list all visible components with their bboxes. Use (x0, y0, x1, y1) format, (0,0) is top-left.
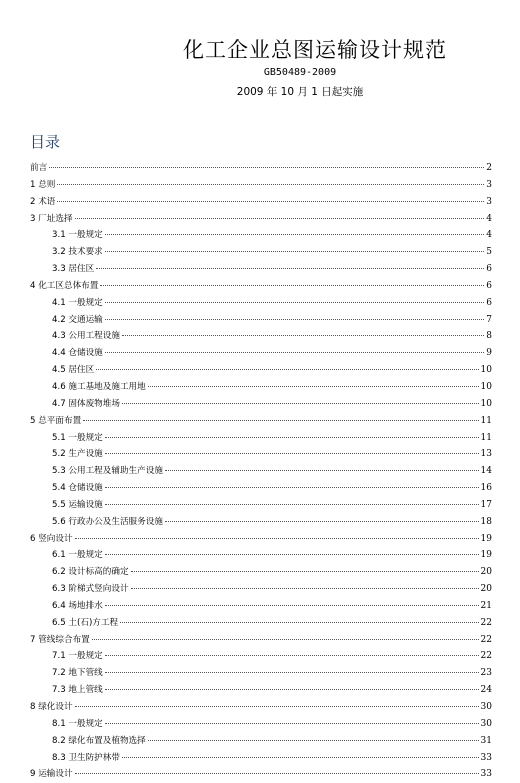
toc-entry-label: 8.2 绿化布置及植物选择 (52, 735, 146, 746)
toc-entry[interactable] (30, 750, 492, 767)
dot-leader (122, 335, 484, 336)
toc-entry[interactable] (30, 244, 492, 261)
toc-entry-page-number: 10 (480, 398, 492, 409)
dot-leader (148, 740, 479, 741)
toc-entry-label: 7.1 一般规定 (52, 651, 103, 662)
dot-leader (120, 622, 478, 623)
toc-entry-page-number: 20 (480, 584, 492, 595)
toc-entry[interactable] (30, 598, 492, 615)
toc-entry-label: 5.4 仓储设施 (52, 483, 103, 494)
toc-entry-label: 6.5 土(石)方工程 (52, 617, 119, 628)
toc-entry-label: 5 总平面布置 (30, 415, 82, 426)
toc-entry[interactable] (30, 514, 492, 531)
toc-entry-page-number: 19 (480, 533, 492, 544)
dot-leader (105, 234, 484, 235)
toc-entry-label: 5.2 生产设施 (52, 449, 103, 460)
toc-entry[interactable] (30, 699, 492, 716)
toc-entry-page-number: 23 (480, 668, 492, 679)
dot-leader (105, 437, 479, 438)
dot-leader (105, 504, 479, 505)
toc-entry[interactable] (30, 733, 492, 750)
toc-entry-label: 6.1 一般规定 (52, 550, 103, 561)
toc-entry-page-number: 24 (480, 685, 492, 696)
toc-entry-label: 前言 (30, 163, 48, 173)
toc-entry-label: 4.2 交通运输 (52, 314, 103, 325)
toc-entry-label: 2 术语 (30, 196, 56, 207)
toc-entry-label: 3.2 技术要求 (52, 247, 103, 258)
toc-entry-page-number: 3 (486, 179, 492, 190)
toc-entry[interactable] (30, 379, 492, 396)
dot-leader (92, 639, 479, 640)
toc-entry-page-number: 4 (486, 213, 492, 224)
toc-entry-page-number: 9 (486, 348, 492, 359)
toc-entry[interactable] (30, 211, 492, 228)
toc-entry[interactable] (30, 177, 492, 194)
table-of-contents (30, 160, 492, 783)
toc-entry-page-number: 3 (486, 196, 492, 207)
dot-leader (57, 184, 484, 185)
toc-entry[interactable] (30, 665, 492, 682)
dot-leader (105, 655, 479, 656)
dot-leader (122, 757, 479, 758)
toc-entry-page-number: 4 (486, 230, 492, 241)
toc-entry[interactable] (30, 345, 492, 362)
dot-leader (105, 554, 479, 555)
dot-leader (165, 470, 479, 471)
toc-entry-label: 6 竖向设计 (30, 533, 73, 544)
dot-leader (148, 386, 479, 387)
toc-entry[interactable] (30, 261, 492, 278)
toc-entry-page-number: 20 (480, 567, 492, 578)
toc-entry-page-number: 7 (486, 314, 492, 325)
dot-leader (75, 706, 479, 707)
toc-entry-page-number: 22 (480, 617, 492, 628)
toc-entry[interactable] (30, 716, 492, 733)
toc-entry-page-number: 11 (480, 432, 492, 443)
dot-leader (100, 285, 484, 286)
toc-entry-label: 8 绿化设计 (30, 702, 73, 712)
dot-leader (105, 453, 479, 454)
toc-entry[interactable] (30, 648, 492, 665)
toc-entry[interactable] (30, 682, 492, 699)
toc-entry-page-number: 31 (480, 735, 492, 746)
toc-entry[interactable] (30, 227, 492, 244)
toc-entry[interactable] (30, 480, 492, 497)
toc-entry-page-number: 6 (486, 264, 492, 275)
dot-leader (83, 420, 478, 421)
toc-entry-label: 1 总则 (30, 179, 56, 190)
dot-leader (131, 588, 479, 589)
toc-entry-label: 6.3 阶梯式竖向设计 (52, 584, 129, 595)
toc-entry[interactable] (30, 396, 492, 413)
toc-entry-page-number: 6 (486, 280, 492, 291)
effective-date: 2009 年 10 月 1 日起实施 (236, 86, 364, 98)
toc-entry-page-number: 21 (480, 600, 492, 611)
toc-entry-page-number: 16 (480, 483, 492, 494)
dot-leader (105, 251, 484, 252)
toc-entry[interactable] (30, 312, 492, 329)
toc-entry-page-number: 8 (486, 331, 492, 342)
toc-entry-label: 8.3 卫生防护林带 (52, 752, 120, 763)
toc-entry-label: 7 管线综合布置 (30, 634, 90, 645)
toc-entry-page-number: 10 (480, 365, 492, 376)
dot-leader (57, 201, 484, 202)
toc-entry[interactable] (30, 615, 492, 632)
toc-entry-label: 5.5 运输设施 (52, 499, 103, 510)
toc-entry-label: 6.2 设计标高的确定 (52, 567, 129, 578)
toc-entry-label: 4.5 居住区 (52, 365, 95, 376)
toc-entry[interactable] (30, 194, 492, 211)
toc-entry[interactable] (30, 581, 492, 598)
dot-leader (122, 403, 479, 404)
dot-leader (75, 218, 485, 219)
dot-leader (96, 268, 484, 269)
dot-leader (105, 689, 479, 690)
toc-entry[interactable] (30, 547, 492, 564)
dot-leader (105, 319, 484, 320)
toc-entry-label: 6.4 场地排水 (52, 600, 103, 611)
toc-entry-label: 4.3 公用工程设施 (52, 331, 120, 342)
toc-entry-label: 4.4 仓储设施 (52, 348, 103, 359)
toc-entry-label: 4.1 一般规定 (52, 297, 103, 308)
toc-entry-page-number: 33 (480, 752, 492, 763)
toc-entry-page-number: 22 (480, 634, 492, 645)
toc-entry-page-number: 30 (480, 718, 492, 729)
dot-leader (96, 369, 478, 370)
toc-entry-page-number: 22 (480, 651, 492, 662)
toc-heading: 目录 (30, 133, 61, 151)
dot-leader (105, 672, 479, 673)
dot-leader (105, 302, 484, 303)
toc-entry-label: 5.1 一般规定 (52, 432, 103, 443)
toc-entry[interactable] (30, 362, 492, 379)
toc-entry-page-number: 30 (480, 702, 492, 712)
toc-entry[interactable] (30, 531, 492, 548)
toc-entry-label: 5.6 行政办公及生活服务设施 (52, 516, 163, 527)
dot-leader (105, 352, 484, 353)
dot-leader (105, 487, 479, 488)
toc-entry-label: 3.3 居住区 (52, 264, 95, 275)
dot-leader (105, 605, 479, 606)
toc-entry-page-number: 13 (480, 449, 492, 460)
dot-leader (75, 538, 479, 539)
toc-entry-label: 8.1 一般规定 (52, 718, 103, 729)
toc-entry[interactable] (30, 632, 492, 649)
toc-entry-page-number: 14 (480, 466, 492, 477)
toc-entry[interactable] (30, 160, 492, 177)
dot-leader (131, 571, 479, 572)
toc-entry-page-number: 18 (480, 516, 492, 527)
toc-entry-page-number: 17 (480, 499, 492, 510)
toc-entry-label: 3.1 一般规定 (52, 230, 103, 241)
toc-entry[interactable] (30, 463, 492, 480)
toc-entry[interactable] (30, 446, 492, 463)
toc-entry[interactable] (30, 766, 492, 783)
toc-entry[interactable] (30, 413, 492, 430)
toc-entry[interactable] (30, 278, 492, 295)
toc-entry-label: 7.2 地下管线 (52, 668, 103, 679)
toc-entry-label: 9 运输设计 (30, 769, 73, 780)
toc-entry[interactable] (30, 497, 492, 514)
standard-code: GB50489-2009 (263, 67, 337, 78)
toc-entry[interactable] (30, 295, 492, 312)
toc-entry[interactable] (30, 430, 492, 447)
dot-leader (165, 521, 479, 522)
dot-leader (49, 167, 484, 168)
toc-entry-page-number: 5 (486, 247, 492, 258)
toc-entry-page-number: 10 (480, 381, 492, 392)
toc-entry-label: 7.3 地上管线 (52, 685, 103, 696)
dot-leader (105, 723, 479, 724)
toc-entry[interactable] (30, 564, 492, 581)
toc-entry-page-number: 19 (480, 550, 492, 561)
toc-entry[interactable] (30, 328, 492, 345)
toc-entry-page-number: 6 (486, 297, 492, 308)
toc-entry-page-number: 2 (486, 163, 492, 173)
document-title: 化工企业总图运输设计规范 (183, 38, 447, 62)
toc-entry-label: 4.7 固体废物堆场 (52, 398, 120, 409)
toc-entry-page-number: 33 (480, 769, 492, 780)
toc-entry-label: 5.3 公用工程及辅助生产设施 (52, 466, 163, 477)
toc-entry-page-number: 11 (480, 415, 492, 426)
toc-entry-label: 4 化工区总体布置 (30, 280, 99, 291)
toc-entry-label: 4.6 施工基地及施工用地 (52, 381, 146, 392)
toc-entry-label: 3 厂址选择 (30, 213, 73, 224)
